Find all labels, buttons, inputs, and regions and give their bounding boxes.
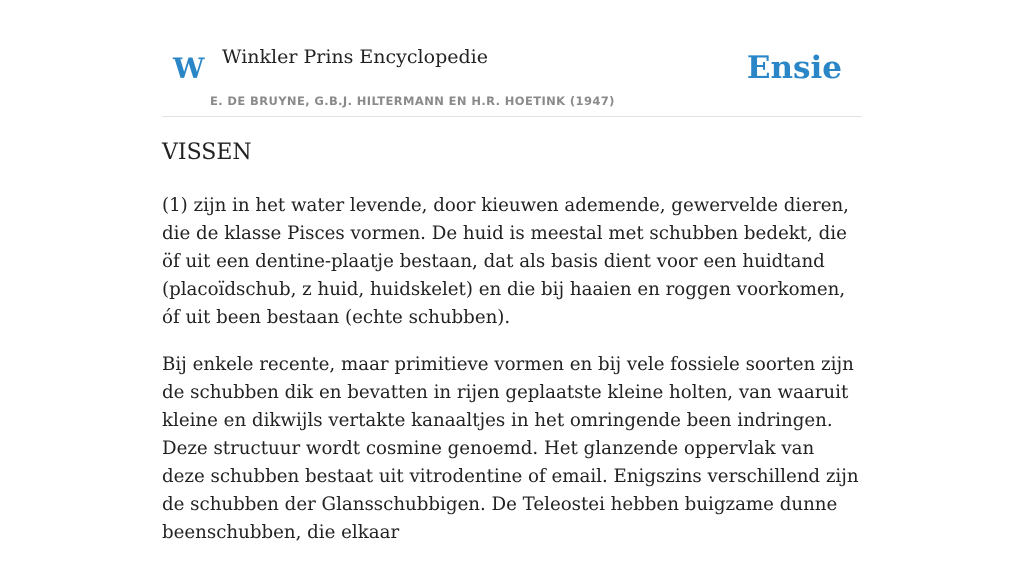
article-body bbox=[162, 192, 862, 566]
publication-title[interactable]: Winkler Prins Encyclopedie bbox=[222, 46, 488, 68]
site-header bbox=[162, 40, 862, 117]
ensie-logo-link[interactable]: Ensie bbox=[746, 50, 842, 86]
article-paragraph: (1) zijn in het water levende, door kieuwen ademende, gewervelde dieren, die de klasse Pisces vormen. De huid is meestal met schubben bedekt, die öf uit een dentine-plaatje bestaan, dat als basis dient voor een huidtand (placoïdschub, z huid, huidskelet) en die bij haaien en roggen voorkomen, óf uit been bestaan (echte schubben). bbox=[162, 195, 849, 328]
article-paragraph: Bij enkele recente, maar primitieve vormen en bij vele fossiele soorten zijn de schubben dik en bevatten in rijen geplaatste kleine holten, van waaruit kleine en dikwijls vertakte kanaaltjes in het omringende been indringen. Deze structuur wordt cosmine genoemd. Het glanzende oppervlak van deze schubben bestaat uit vitrodentine of email. Enigszins verschillend zijn de schubben der Glansschubbigen. De Teleostei hebben buigzame dunne beenschubben, die elkaar bbox=[162, 354, 859, 543]
article-title: VISSEN bbox=[162, 140, 252, 165]
publication-authors: E. DE BRUYNE, G.B.J. HILTERMANN EN H.R. HOETINK (1947) bbox=[210, 94, 615, 108]
publication-logo[interactable]: W bbox=[173, 52, 205, 85]
